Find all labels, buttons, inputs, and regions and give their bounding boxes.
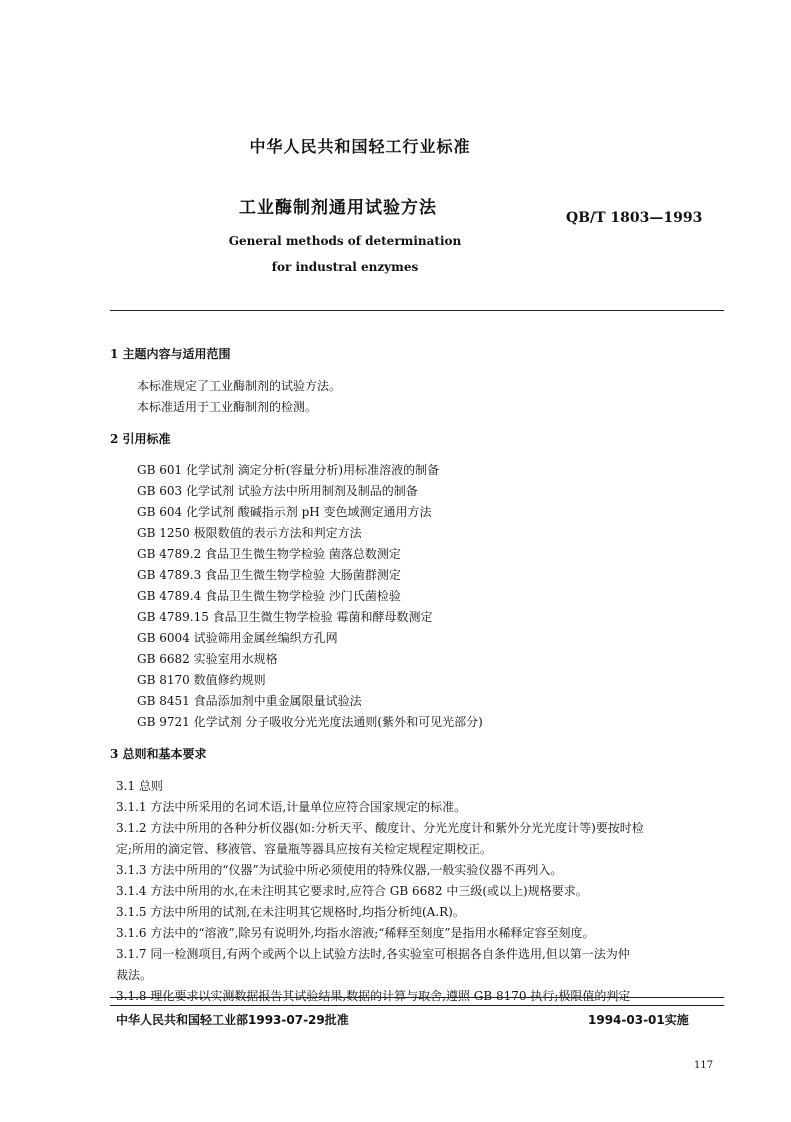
section-2-heading: 2 引用标准 — [110, 432, 171, 446]
reference-item: GB 6682 实验室用水规格 — [137, 652, 278, 666]
reference-item: GB 4789.4 食品卫生微生物学检验 沙门氏菌检验 — [137, 589, 401, 603]
reference-item: GB 9721 化学试剂 分子吸收分光光度法通则(紫外和可见光部分) — [137, 715, 483, 729]
document-title-zh: 工业酶制剂通用试验方法 — [239, 198, 437, 218]
paragraph: 本标准规定了工业酶制剂的试验方法。 — [137, 379, 342, 393]
reference-item: GB 601 化学试剂 滴定分析(容量分析)用标准溶液的制备 — [137, 463, 440, 477]
section-1-heading: 1 主题内容与适用范围 — [110, 347, 231, 361]
footer-divider-bottom — [110, 1005, 724, 1006]
reference-item: GB 4789.15 食品卫生微生物学检验 霉菌和酵母数测定 — [137, 610, 433, 624]
document-title-en-line2: for industral enzymes — [271, 260, 419, 274]
clause: 3.1.6 方法中的“溶液”,除另有说明外,均指水溶液;“稀释至刻度”是指用水稀释定容至刻度。 — [116, 926, 595, 940]
reference-item: GB 4789.3 食品卫生微生物学检验 大肠菌群测定 — [137, 568, 401, 582]
footer-divider-top — [110, 997, 724, 998]
clause: 3.1.5 方法中所用的试剂,在未注明其它规格时,均指分析纯(A.R)。 — [116, 905, 465, 919]
reference-item: GB 603 化学试剂 试验方法中所用制剂及制品的制备 — [137, 484, 418, 498]
clause: 3.1.7 同一检测项目,有两个或两个以上试验方法时,各实验室可根据各自条件选用,但以第一法为仲 — [116, 947, 630, 961]
standard-code: QB/T 1803—1993 — [566, 210, 703, 226]
clause: 3.1.8 理化要求以实测数据报告其试验结果,数据的计算与取舍,遵照 GB 8170 执行;极限值的判定 — [116, 989, 631, 1003]
clause-continuation: 定;所用的滴定管、移液管、容量瓶等器具应按有关检定规程定期校正。 — [116, 842, 493, 856]
reference-item: GB 6004 试验筛用金属丝编织方孔网 — [137, 631, 338, 645]
reference-item: GB 4789.2 食品卫生微生物学检验 菌落总数测定 — [137, 547, 401, 561]
section-3-heading: 3 总则和基本要求 — [110, 747, 207, 761]
paragraph: 本标准适用于工业酶制剂的检测。 — [137, 400, 318, 414]
reference-item: GB 8170 数值修约规则 — [137, 673, 266, 687]
reference-item: GB 8451 食品添加剂中重金属限量试验法 — [137, 694, 362, 708]
reference-item: GB 1250 极限数值的表示方法和判定方法 — [137, 526, 362, 540]
header-divider — [110, 310, 724, 311]
clause: 3.1.1 方法中所采用的名词术语,计量单位应符合国家规定的标准。 — [116, 800, 467, 814]
reference-item: GB 604 化学试剂 酸碱指示剂 pH 变色域测定通用方法 — [137, 505, 432, 519]
clause-continuation: 裁法。 — [116, 968, 153, 982]
document-title-en-line1: General methods of determination — [228, 234, 462, 248]
clause: 3.1.2 方法中所用的各种分析仪器(如:分析天平、酸度计、分光光度计和紫外分光光度计等)要按时检 — [116, 821, 644, 835]
clause: 3.1.3 方法中所用的“仪器”为试验中所必须使用的特殊仪器,一般实验仪器不再列入。 — [116, 863, 563, 877]
subsection-heading: 3.1 总则 — [116, 779, 163, 793]
implementation-date: 1994-03-01实施 — [588, 1013, 689, 1027]
clause: 3.1.4 方法中所用的水,在未注明其它要求时,应符合 GB 6682 中三级(或以上)规格要求。 — [116, 884, 588, 898]
page-number: 117 — [694, 1060, 714, 1071]
issuing-organization: 中华人民共和国轻工行业标准 — [249, 137, 471, 156]
approval-note: 中华人民共和国轻工业部1993-07-29批准 — [116, 1013, 349, 1027]
